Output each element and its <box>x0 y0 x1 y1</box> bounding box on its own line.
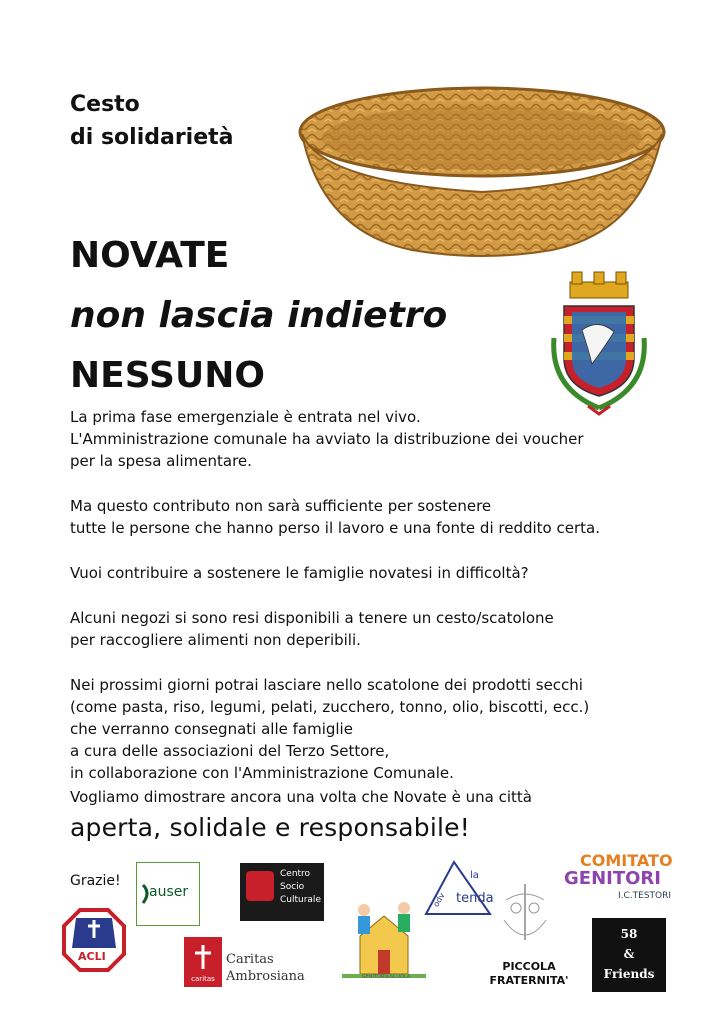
paragraph-5: Nei prossimi giorni potrai lasciare nello scatolone dei prodotti secchi (come pasta, riso, legumi, pelati, zucchero, tonno, olio, biscotti, ecc.) che verranno consegnati alle famiglie a cura delle associazioni del Terzo Settore, in collaborazione con l'Amministrazione Comunale. <box>70 676 590 782</box>
acli-logo <box>62 908 126 972</box>
la-tenda-logo <box>420 858 494 918</box>
auser-label: auser <box>149 884 189 900</box>
tenda-name: tenda <box>456 891 494 906</box>
piccola-fraternita-logo <box>486 960 572 988</box>
caritas-mark <box>184 937 222 987</box>
piccola-line1: PICCOLA <box>502 960 556 973</box>
small-title <box>70 88 234 154</box>
caritas-cross-icon <box>193 943 213 971</box>
friends-line1: 58 <box>620 927 638 941</box>
headline-line3: NESSUNO <box>70 355 265 396</box>
headline-line1: NOVATE <box>70 235 230 276</box>
piccola-line2: FRATERNITA' <box>489 974 569 987</box>
caritas-line1: Caritas <box>226 952 274 967</box>
thanks-label: Grazie! <box>70 873 121 889</box>
centro-line1: Centro <box>280 869 311 879</box>
paragraph-1: La prima fase emergenziale è entrata nel vivo. L'Amministrazione comunale ha avviato la distribuzione dei voucher per la spesa alimentare. <box>70 408 584 470</box>
comitato-line1: COMITATO <box>580 851 673 870</box>
caritas-ambrosiana-logo <box>226 951 305 985</box>
body-text <box>70 406 710 807</box>
acli-label: ACLI <box>78 950 106 963</box>
centro-socio-culturale-logo <box>240 863 324 921</box>
caritas-line2: Ambrosiana <box>226 969 305 984</box>
centro-line2: Socio <box>280 882 305 892</box>
friends-line3: Friends <box>603 967 655 981</box>
centro-mark-icon <box>246 871 274 901</box>
caritas-mark-label: caritas <box>191 975 215 983</box>
paragraph-4: Alcuni negozi si sono resi disponibili a tenere un cesto/scatolone per raccogliere alimenti non deperibili. <box>70 609 554 649</box>
headline-line2: non lascia indietro <box>70 295 448 336</box>
centro-line3: Culturale <box>280 895 321 905</box>
small-title-line1: Cesto <box>70 92 140 117</box>
paragraph-3: Vuoi contribuire a sostenere le famiglie novatesi in difficoltà? <box>70 564 529 582</box>
58-friends-logo <box>592 918 666 992</box>
small-title-line2: di solidarietà <box>70 125 234 150</box>
comitato-line2: GENITORI <box>564 868 661 889</box>
genitori-caption: GENITORI&SCUOLA <box>361 974 411 980</box>
paragraph-2: Ma questo contributo non sarà sufficiente per sostenere tutte le persone che hanno perso il lavoro e una fonte di reddito certa. <box>70 497 600 537</box>
comitato-line3: I.C.TESTORI <box>618 891 672 900</box>
tenda-odv: odv <box>431 891 447 909</box>
slogan: aperta, solidale e responsabile! <box>70 813 470 842</box>
tenda-la: la <box>470 870 479 881</box>
comitato-genitori-logo <box>562 846 678 900</box>
piccola-fraternita-icon <box>496 880 554 952</box>
auser-logo <box>136 862 200 926</box>
genitori-scuola-logo-icon <box>342 892 426 982</box>
closing-line: Vogliamo dimostrare ancora una volta che Novate è una città <box>70 788 532 806</box>
friends-line2: & <box>623 947 635 961</box>
headline <box>70 226 447 406</box>
novate-coat-of-arms <box>544 268 654 418</box>
